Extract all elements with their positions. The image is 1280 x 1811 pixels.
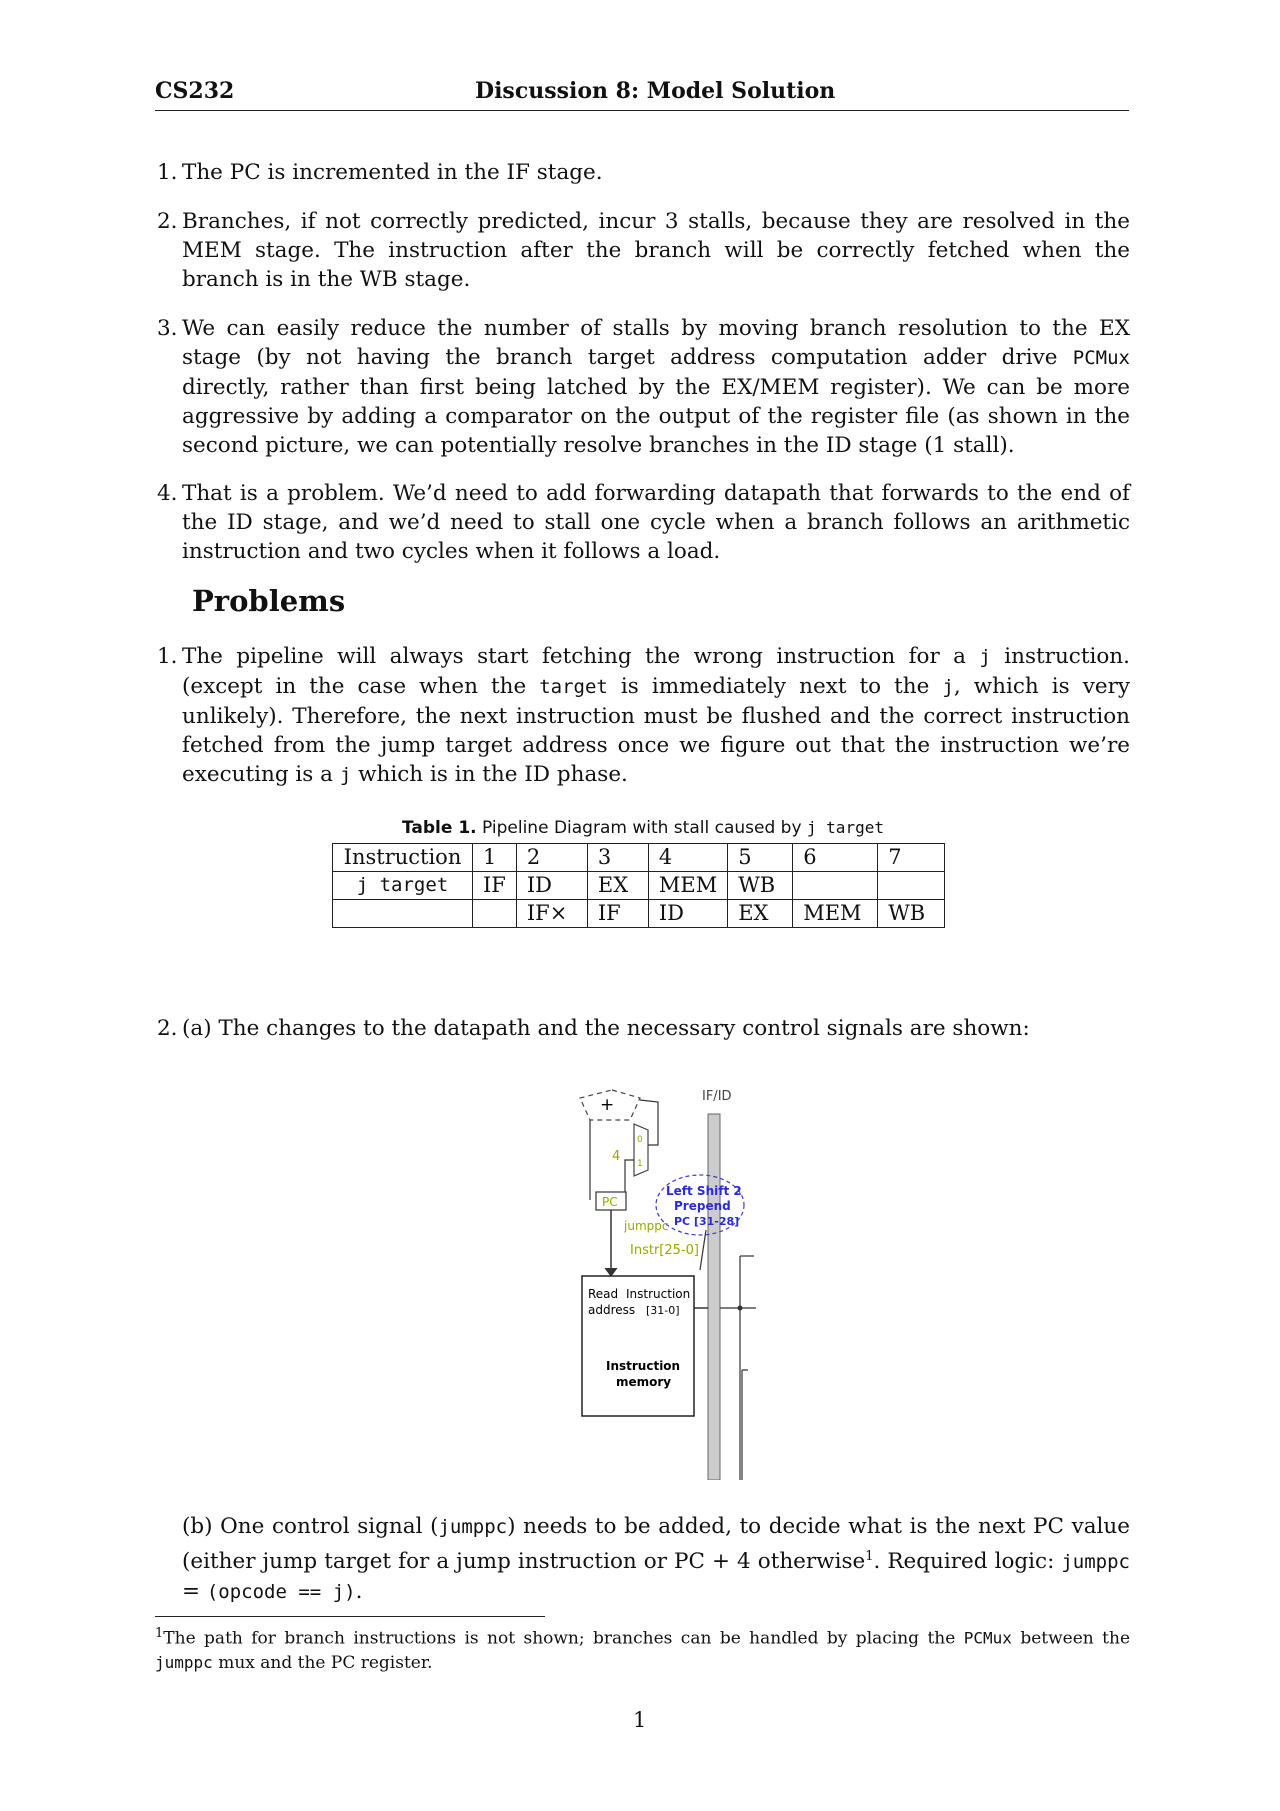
prepend-label: Prepend — [674, 1199, 731, 1213]
table-cell: IF× — [516, 900, 587, 928]
document-title: Discussion 8: Model Solution — [475, 78, 836, 104]
table-cell — [793, 872, 878, 900]
table-cell: 7 — [878, 844, 945, 872]
instruction-out-label: Instruction — [626, 1287, 691, 1301]
mux-input-1: 1 — [637, 1159, 643, 1169]
table-cell: 6 — [793, 844, 878, 872]
pipeline-table — [332, 843, 945, 928]
section-heading: Problems — [192, 584, 346, 618]
table-cell: EX — [728, 900, 793, 928]
problem-item — [157, 642, 1130, 790]
left-shift-label: Left Shift 2 — [666, 1184, 742, 1198]
list-item — [157, 207, 1130, 294]
table-cell: 2 — [516, 844, 587, 872]
mux-to-pc-wire — [625, 1160, 634, 1192]
pc-bits-label: PC [31-28] — [674, 1215, 740, 1228]
table-cell: EX — [587, 872, 648, 900]
list-item — [157, 158, 1130, 187]
answer-text: That is a problem. We’d need to add forwarding datapath that forwards to the end of the ID stage, and we’d need to stall one cycle when a branch follows an arithmetic instruction and two cycles when it follows a load. — [182, 481, 1130, 564]
table-cell — [473, 900, 517, 928]
table-cell: WB — [728, 872, 793, 900]
table-cell: j target — [333, 872, 473, 900]
table-cell: Instruction — [333, 844, 473, 872]
memory-label-2: memory — [616, 1375, 672, 1389]
table-cell: 5 — [728, 844, 793, 872]
footnote-rule — [155, 1616, 545, 1617]
table-cell: WB — [878, 900, 945, 928]
running-header — [155, 78, 1129, 111]
footnote-ref: 1 — [865, 1549, 874, 1564]
mux-input-0: 0 — [637, 1135, 643, 1145]
table-cell — [333, 900, 473, 928]
page-number: 1 — [633, 1708, 647, 1732]
answer-text: We can easily reduce the number of stalls by moving branch resolution to the EX stage (by not having the branch target address computation adder drive PCMux directly, rather than first being latched by the EX/MEM register). We can be more aggressive by adding a comparator on the output of the register file (as shown in the second picture, we can potentially resolve branches in the ID stage (1 stall). — [182, 316, 1130, 458]
table-row — [333, 900, 945, 928]
table-row — [333, 872, 945, 900]
table-cell: ID — [516, 872, 587, 900]
table-cell: 3 — [587, 844, 648, 872]
bits-label: [31-0] — [646, 1304, 680, 1317]
table-cell: 4 — [648, 844, 727, 872]
table-cell: 1 — [473, 844, 517, 872]
constant-four: 4 — [612, 1149, 621, 1164]
answer-text: Branches, if not correctly predicted, incur 3 stalls, because they are resolved in the MEM stage. The instruction after the branch will be correctly fetched when the branch is in the WB stage. — [182, 209, 1130, 292]
pc-label: PC — [602, 1195, 618, 1209]
problem-item — [157, 1014, 1130, 1043]
problem-text: (b) One control signal (jumppc) needs to be added, to decide what is the next PC value (either jump target for a jump instruction or PC + 4 otherwise$^1$. Required logic: jumppc = (opcode == j). — [182, 1514, 1130, 1605]
instr-wire — [700, 1230, 706, 1270]
datapath-diagram — [570, 1080, 790, 1480]
answer-text: The PC is incremented in the IF stage. — [182, 160, 603, 185]
list-number: 1. — [157, 160, 178, 185]
list-number: 3. — [157, 316, 178, 341]
list-number: 4. — [157, 481, 178, 506]
table-cell — [878, 872, 945, 900]
instr-field-label: Instr[25-0] — [630, 1243, 699, 1258]
read-label: Read — [588, 1287, 619, 1301]
bus-wire-4 — [742, 1370, 748, 1480]
problem-item-b — [182, 1512, 1130, 1607]
course-code: CS232 — [155, 78, 235, 104]
list-item — [157, 314, 1130, 460]
list-number: 2. — [157, 1016, 178, 1041]
arrowhead — [605, 1268, 617, 1276]
ifid-label: IF/ID — [702, 1089, 732, 1104]
problem-text: (a) The changes to the datapath and the necessary control signals are shown: — [182, 1016, 1030, 1041]
list-item — [157, 479, 1130, 566]
table-header-row — [333, 844, 945, 872]
table-cell: MEM — [793, 900, 878, 928]
problem-text: The pipeline will always start fetching the wrong instruction for a j instruction. (except in the case when the target is immediately next to the j, which is very unlikely). Therefore, the next instruction must be flushed and the correct instruction fetched from the jump target address once we figure out that the instruction we’re executing is a j which is in the ID phase. — [182, 644, 1130, 787]
table-cell: IF — [473, 872, 517, 900]
address-label: address — [588, 1303, 636, 1317]
list-number: 2. — [157, 209, 178, 234]
table-cell: IF — [587, 900, 648, 928]
memory-label-1: Instruction — [606, 1359, 681, 1373]
footnote: $^1$The path for branch instructions is not shown; branches can be handled by placing the PCMux between the jumppc mux and the PC register. — [155, 1626, 1130, 1673]
list-number: 1. — [157, 644, 178, 669]
ifid-register — [708, 1114, 720, 1480]
table-caption: Table 1. Pipeline Diagram with stall caused by j target — [402, 818, 884, 838]
table-cell: ID — [648, 900, 727, 928]
code-pcmux: PCMux — [1072, 347, 1130, 369]
adder-plus: + — [600, 1095, 615, 1115]
table-cell: MEM — [648, 872, 727, 900]
jumppc-label: jumppc — [624, 1219, 669, 1233]
